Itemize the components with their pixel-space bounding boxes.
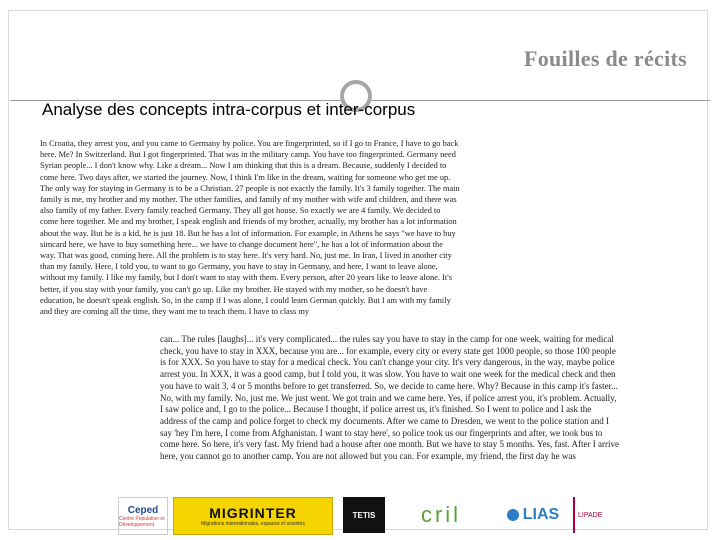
migrinter-logo bbox=[173, 497, 333, 535]
lipade-logo: LIPADE bbox=[573, 497, 626, 533]
ceped-logo-text: Ceped bbox=[127, 504, 159, 516]
migrinter-logo-subtext: Migrations internationales, espaces et sociétés bbox=[201, 521, 305, 527]
lias-logo bbox=[498, 497, 568, 533]
migrinter-logo-text: MIGRINTER bbox=[209, 505, 297, 521]
cril-logo: cril bbox=[420, 502, 462, 527]
lias-logo-text: LIAS bbox=[522, 506, 560, 523]
corpus-excerpt-1: In Croatia, they arrest you, and you came to Germany by police. You are fingerprinted, so if I go to France, I have to go back here. Me? In Switzerland. But I got fingerprinted. That was in the military camp. You have too fingerprinted. Germany need Syrian people... I don't know why. Like a dream... Now I am thinking that this is a dream. Because, suddenly I decided to come here. Two days after, we started the journey. Now, I think I'm like in the dream, waiting for someone who get me up. The only way for staying in Germany is to be a Christian. 27 people is not exactly the family. It's 3 family together. The main family is me, my brother and my mother. The other families, and family of my mother with wife and children, and there was also family of my father. Every family reached Germany. They all got house. So exactly we are 4 family. We decided to come here together. Me and my brother, I speak english and friends of my brother, actually, my brother has a lot information about the way. But he is a kid, he is just 18. But he has a lot of information. For example, in Athens he says "we have to buy simcard here, we have to buy something here... we have to change document here", he has a lot of information about the way. That was good, coming here. All the problem is to stay here. It's very hard. No, just me. In Iran, I lived in another city than my family. Here, I told you, to want to go Germany, you have to stay in Germany, and here, I want to leave alone, without my family. I like my family, but I don't want to stay with them. Every person, after 20 years like to leave alone. It's better, if you stay with your family, you can't go up. Like my brother. He stayed with my mother, so he doesn't have education, he doesn't speak english. So, in the camp if I was alone, I could learn German quickly. But I am with my family and they are coming all the time, they want me to teach them. I have to class my bbox=[40, 138, 460, 322]
slide-subtitle: Analyse des concepts intra-corpus et inter-corpus bbox=[42, 100, 416, 119]
lias-dot-icon bbox=[507, 509, 519, 521]
tetis-logo-text: TETIS bbox=[352, 510, 376, 520]
ceped-logo bbox=[118, 497, 168, 535]
corpus-excerpt-2: can... The rules [laughs]... it's very complicated... the rules say you have to stay in the camp for one week, waiting for medical check, you have to stay in XXX, because you are... for example, every city or every state get 1000 people, so those 100 people is for XXX. So you have to stay for a medical check. You can't change your city. It's very dangerous, in the way, maybe police arrest you. In XXX, it was a good camp, but I told you, it was slow. You have to wait one week for the medical check and then you have to wait 3, 4 or 5 months before to get transferred. So, we decide to came here. Why? Because in this camp it's faster... No, with my family. No, just me. We just went. We got train and we came here. Yes, if police arrest you, it's problem. Actually, I saw police and, I go to the police... Because I thought, if police arrest us, it's finished. So I went to police and I ask the address of the camp and police forget to check my documents. After we came to Dresden, we went to the police station and I say 'hey I'm here, I come from Afghanistan. I want to stay here', so police took us our fingerprints and after, we took bus to come here. So here, it's very fast. My friend had a house after one month. But we have to stay 5 months. Yes, fast. After I arrive here, you cannot go to another camp. You are not allowed but you can. For example, my friend, the first day he was bbox=[160, 334, 620, 492]
partner-logos bbox=[118, 497, 628, 533]
slide-title: Fouilles de récits bbox=[523, 46, 687, 71]
tetis-logo bbox=[343, 497, 385, 533]
ceped-logo-subtext: Centre Population et Développement bbox=[119, 515, 165, 528]
